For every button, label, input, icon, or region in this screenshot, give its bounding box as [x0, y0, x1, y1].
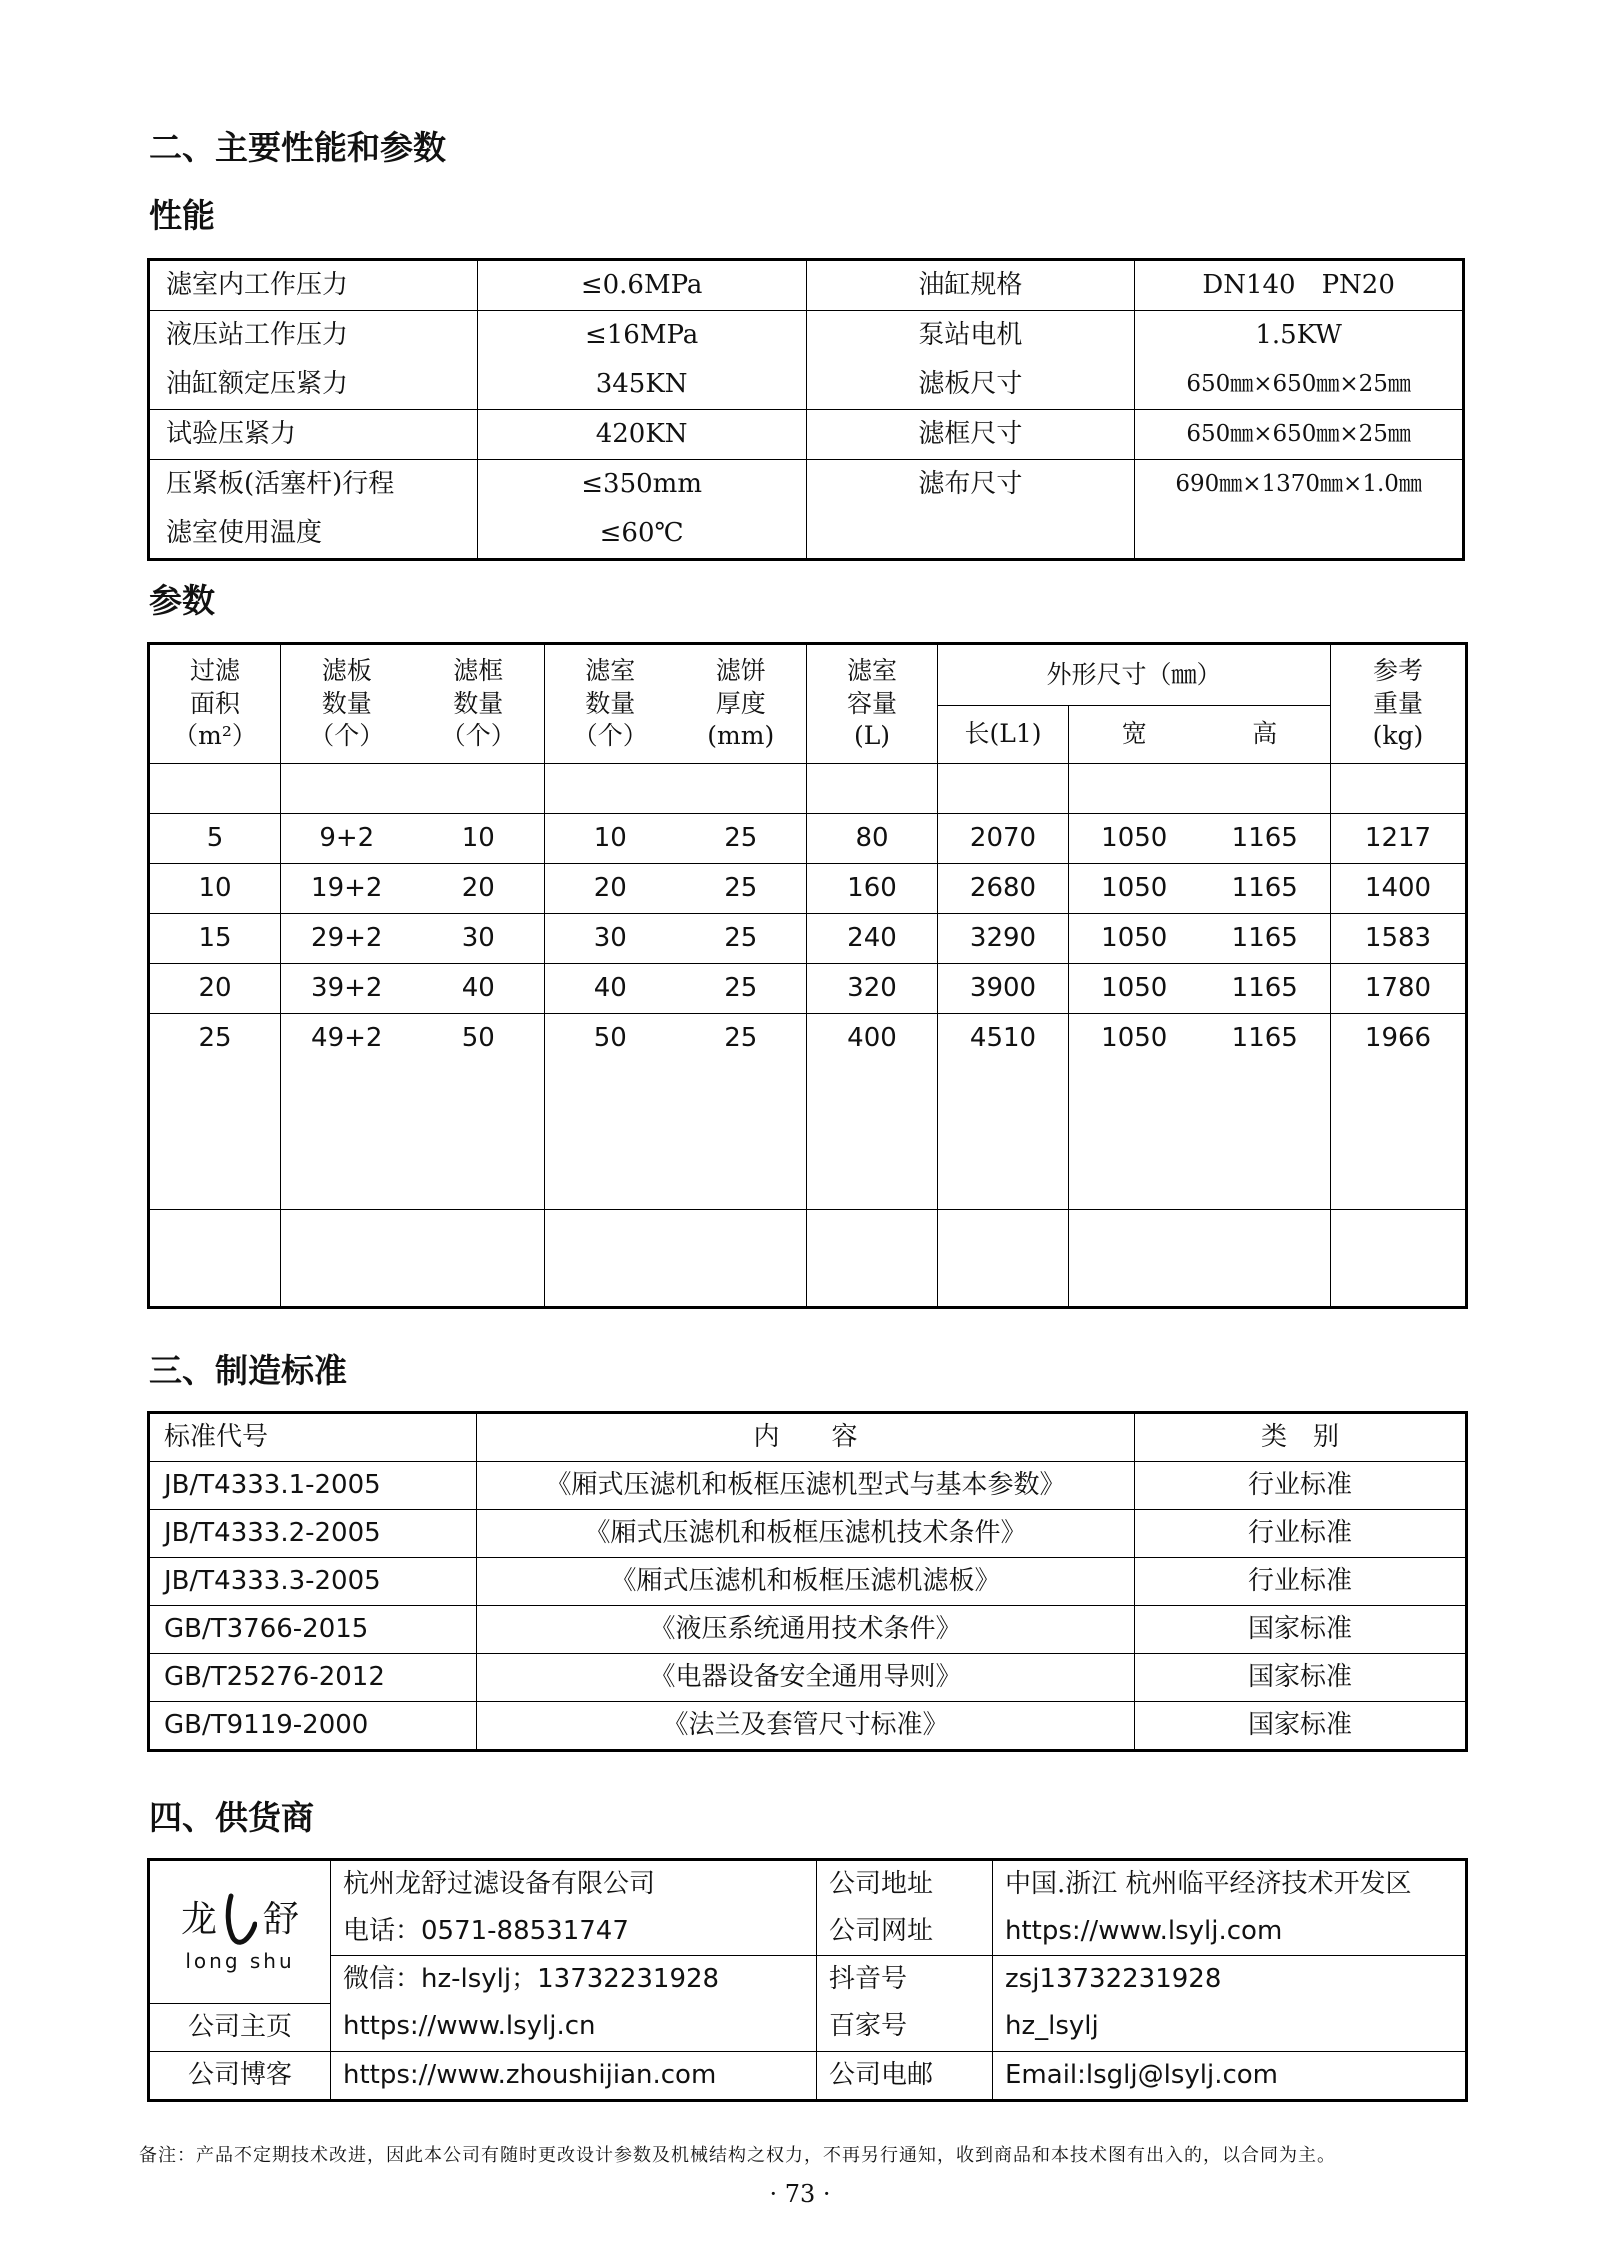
table-row [149, 964, 1467, 1014]
address-label: 公司地址 [817, 1860, 993, 1909]
header-chamber-volume: 滤室 容量 (L) [807, 644, 938, 764]
page-number: · 73 · [769, 2180, 831, 2208]
standards-header-row [149, 1413, 1467, 1462]
cell-weight: 1217 [1331, 814, 1467, 864]
table-row [149, 1702, 1467, 1751]
company-logo [149, 1860, 331, 2004]
logo-subtitle: long shu [185, 1948, 295, 1973]
cell-width: 1050 [1069, 964, 1200, 1014]
table-row [149, 1462, 1467, 1510]
cell-volume: 400 [807, 1014, 938, 1064]
table-row [149, 1558, 1467, 1606]
cell-volume: 240 [807, 914, 938, 964]
supplier-row [149, 1908, 1467, 1956]
website-link[interactable]: https://www.lsylj.com [993, 1908, 1467, 1956]
cell-plates: 49+2 [281, 1014, 413, 1064]
header-filter-area: 过滤 面积 （m²） [149, 644, 281, 764]
standard-content: 《厢式压滤机和板框压滤机型式与基本参数》 [477, 1462, 1135, 1510]
header-cake-thickness: 滤饼 厚度 (mm) [676, 644, 807, 764]
standard-category: 行业标准 [1135, 1510, 1467, 1558]
parameter-table [147, 642, 1468, 1309]
cell-cake: 25 [676, 1014, 807, 1064]
perf-value: ≤350mm [477, 460, 806, 510]
param-empty-row [149, 764, 1467, 814]
cell-chambers: 10 [545, 814, 676, 864]
section-title-supplier: 四、供货商 [149, 1798, 314, 1837]
header-height: 高 [1200, 706, 1331, 764]
phone-value: 电话：0571-88531747 [331, 1908, 817, 1956]
header-code: 标准代号 [149, 1413, 477, 1462]
cell-width: 1050 [1069, 914, 1200, 964]
cell-area: 10 [149, 864, 281, 914]
cell-volume: 320 [807, 964, 938, 1014]
email-label: 公司电邮 [817, 2051, 993, 2100]
cell-frames: 50 [413, 1014, 545, 1064]
perf-row [149, 360, 1464, 410]
perf-value: 650㎜×650㎜×25㎜ [1135, 360, 1464, 410]
supplier-table [147, 1858, 1468, 2102]
perf-row [149, 410, 1464, 460]
perf-row [149, 460, 1464, 510]
supplier-row [149, 1956, 1467, 2004]
cell-cake: 25 [676, 964, 807, 1014]
cell-length: 3290 [938, 914, 1069, 964]
perf-value [1135, 509, 1464, 560]
cell-cake: 25 [676, 814, 807, 864]
cell-volume: 80 [807, 814, 938, 864]
param-empty-row [149, 1064, 1467, 1210]
perf-label: 液压站工作压力 [149, 311, 478, 361]
website-label: 公司网址 [817, 1908, 993, 1956]
standard-code: JB/T4333.1-2005 [149, 1462, 477, 1510]
table-row [149, 864, 1467, 914]
cell-volume: 160 [807, 864, 938, 914]
supplier-row [149, 2051, 1467, 2100]
perf-value: ≤16MPa [477, 311, 806, 361]
logo-char-long: 龙 [180, 1898, 217, 1940]
standard-category: 行业标准 [1135, 1462, 1467, 1510]
perf-label: 油缸额定压紧力 [149, 360, 478, 410]
cell-width: 1050 [1069, 814, 1200, 864]
perf-value: 690㎜×1370㎜×1.0㎜ [1135, 460, 1464, 510]
table-row [149, 1654, 1467, 1702]
standard-category: 国家标准 [1135, 1654, 1467, 1702]
header-length: 长(L1) [938, 706, 1069, 764]
standard-content: 《电器设备安全通用导则》 [477, 1654, 1135, 1702]
cell-weight: 1780 [1331, 964, 1467, 1014]
cell-area: 5 [149, 814, 281, 864]
header-plate-count: 滤板 数量 （个） [281, 644, 413, 764]
baijia-label: 百家号 [817, 2003, 993, 2051]
homepage-label: 公司主页 [149, 2003, 331, 2051]
section-title-performance: 性能 [149, 196, 215, 235]
perf-value: 420KN [477, 410, 806, 460]
perf-label: 滤布尺寸 [806, 460, 1135, 510]
param-empty-row [149, 1210, 1467, 1308]
cell-frames: 20 [413, 864, 545, 914]
cell-width: 1050 [1069, 864, 1200, 914]
cell-chambers: 40 [545, 964, 676, 1014]
cell-height: 1165 [1200, 864, 1331, 914]
logo-char-shu: 舒 [263, 1898, 300, 1940]
standards-table [147, 1411, 1468, 1752]
standard-category: 国家标准 [1135, 1702, 1467, 1751]
cell-chambers: 50 [545, 1014, 676, 1064]
table-row [149, 814, 1467, 864]
standard-content: 《液压系统通用技术条件》 [477, 1606, 1135, 1654]
perf-row [149, 260, 1464, 311]
perf-label: 滤框尺寸 [806, 410, 1135, 460]
cell-cake: 25 [676, 914, 807, 964]
header-dimensions: 外形尺寸（㎜） [938, 644, 1331, 706]
perf-label: 滤板尺寸 [806, 360, 1135, 410]
email-link[interactable]: Email:lsglj@lsylj.com [993, 2051, 1467, 2100]
cell-area: 20 [149, 964, 281, 1014]
supplier-row [149, 2003, 1467, 2051]
cell-chambers: 30 [545, 914, 676, 964]
wechat-value: 微信：hz-lsylj；13732231928 [331, 1956, 817, 2004]
section-title-main: 二、主要性能和参数 [149, 128, 446, 167]
table-row [149, 1606, 1467, 1654]
standard-category: 国家标准 [1135, 1606, 1467, 1654]
perf-value: DN140 PN20 [1135, 260, 1464, 311]
logo-mark-icon [223, 1892, 257, 1948]
perf-value: 345KN [477, 360, 806, 410]
douyin-value: zsj13732231928 [993, 1956, 1467, 2004]
perf-value: ≤0.6MPa [477, 260, 806, 311]
cell-plates: 39+2 [281, 964, 413, 1014]
cell-weight: 1400 [1331, 864, 1467, 914]
homepage-link[interactable]: https://www.lsylj.cn [331, 2003, 817, 2051]
header-content: 内 容 [477, 1413, 1135, 1462]
cell-area: 15 [149, 914, 281, 964]
perf-label: 试验压紧力 [149, 410, 478, 460]
standard-category: 行业标准 [1135, 1558, 1467, 1606]
header-chamber-count: 滤室 数量 （个） [545, 644, 676, 764]
perf-row [149, 311, 1464, 361]
perf-label: 泵站电机 [806, 311, 1135, 361]
header-weight: 参考 重量 (kg) [1331, 644, 1467, 764]
section-title-standards: 三、制造标准 [149, 1351, 347, 1390]
cell-height: 1165 [1200, 964, 1331, 1014]
perf-value: ≤60℃ [477, 509, 806, 560]
cell-length: 4510 [938, 1014, 1069, 1064]
standard-content: 《法兰及套管尺寸标准》 [477, 1702, 1135, 1751]
address-value: 中国.浙江 杭州临平经济技术开发区 [993, 1860, 1467, 1909]
cell-frames: 10 [413, 814, 545, 864]
perf-label: 滤室内工作压力 [149, 260, 478, 311]
param-header-row [149, 644, 1467, 706]
cell-weight: 1966 [1331, 1014, 1467, 1064]
blog-label: 公司博客 [149, 2051, 331, 2100]
standard-content: 《厢式压滤机和板框压滤机技术条件》 [477, 1510, 1135, 1558]
standard-code: GB/T25276-2012 [149, 1654, 477, 1702]
cell-chambers: 20 [545, 864, 676, 914]
cell-plates: 29+2 [281, 914, 413, 964]
perf-label: 压紧板(活塞杆)行程 [149, 460, 478, 510]
cell-frames: 40 [413, 964, 545, 1014]
supplier-row [149, 1860, 1467, 1909]
company-name: 杭州龙舒过滤设备有限公司 [331, 1860, 817, 1909]
perf-value: 1.5KW [1135, 311, 1464, 361]
cell-height: 1165 [1200, 814, 1331, 864]
cell-frames: 30 [413, 914, 545, 964]
standard-code: JB/T4333.3-2005 [149, 1558, 477, 1606]
section-title-parameters: 参数 [149, 581, 215, 620]
cell-cake: 25 [676, 864, 807, 914]
perf-label: 滤室使用温度 [149, 509, 478, 560]
standard-code: JB/T4333.2-2005 [149, 1510, 477, 1558]
cell-length: 3900 [938, 964, 1069, 1014]
cell-weight: 1583 [1331, 914, 1467, 964]
blog-link[interactable]: https://www.zhoushijian.com [331, 2051, 817, 2100]
perf-value: 650㎜×650㎜×25㎜ [1135, 410, 1464, 460]
table-row [149, 914, 1467, 964]
header-category: 类 别 [1135, 1413, 1467, 1462]
standard-content: 《厢式压滤机和板框压滤机滤板》 [477, 1558, 1135, 1606]
cell-plates: 9+2 [281, 814, 413, 864]
cell-length: 2070 [938, 814, 1069, 864]
cell-width: 1050 [1069, 1014, 1200, 1064]
performance-table [147, 258, 1465, 561]
cell-height: 1165 [1200, 914, 1331, 964]
table-row [149, 1510, 1467, 1558]
standard-code: GB/T9119-2000 [149, 1702, 477, 1751]
header-width: 宽 [1069, 706, 1200, 764]
cell-plates: 19+2 [281, 864, 413, 914]
footer-note: 备注：产品不定期技术改进，因此本公司有随时更改设计参数及机械结构之权力，不再另行通知，收到商品和本技术图有出入的，以合同为主。 [139, 2145, 1336, 2166]
table-row [149, 1014, 1467, 1064]
perf-row [149, 509, 1464, 560]
perf-label [806, 509, 1135, 560]
cell-area: 25 [149, 1014, 281, 1064]
baijia-value: hz_lsylj [993, 2003, 1467, 2051]
cell-length: 2680 [938, 864, 1069, 914]
cell-height: 1165 [1200, 1014, 1331, 1064]
perf-label: 油缸规格 [806, 260, 1135, 311]
standard-code: GB/T3766-2015 [149, 1606, 477, 1654]
header-frame-count: 滤框 数量 （个） [413, 644, 545, 764]
douyin-label: 抖音号 [817, 1956, 993, 2004]
